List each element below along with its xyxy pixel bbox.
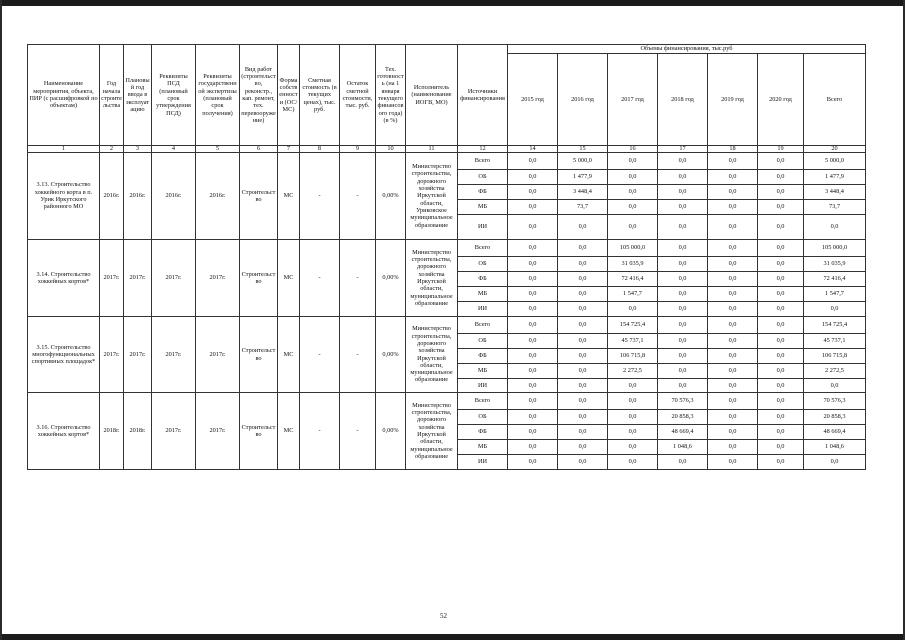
amount-cell: 0,0	[758, 364, 804, 379]
amount-cell: 0,0	[708, 287, 758, 302]
item-ownership: МС	[278, 317, 300, 393]
item-psd: 2017г.	[152, 393, 196, 470]
column-number: 20	[804, 146, 866, 153]
amount-cell: 0,0	[508, 287, 558, 302]
header-volumes: Объемы финансирования, тыс.руб	[508, 45, 866, 54]
table-body	[28, 153, 866, 470]
item-work-type: Строительство	[240, 153, 278, 240]
amount-cell: 0,0	[758, 317, 804, 334]
funding-source: ИИ	[458, 379, 508, 393]
amount-cell: 0,0	[608, 379, 658, 393]
amount-cell: 0,0	[608, 410, 658, 425]
amount-cell: 0,0	[558, 455, 608, 470]
amount-cell: 1 547,7	[804, 287, 866, 302]
amount-cell: 0,0	[508, 364, 558, 379]
amount-cell: 0,0	[508, 240, 558, 257]
funding-source: ФБ	[458, 272, 508, 287]
funding-source: ФБ	[458, 425, 508, 440]
header-ownership: Форма собственности (ОС/МС)	[278, 45, 300, 146]
item-commission-year: 2017г.	[124, 240, 152, 317]
amount-cell: 0,0	[658, 257, 708, 272]
item-readiness: 0,00%	[376, 153, 406, 240]
item-psd: 2017г.	[152, 317, 196, 393]
item-remainder: -	[340, 317, 376, 393]
amount-cell: 0,0	[558, 379, 608, 393]
column-number: 5	[196, 146, 240, 153]
amount-cell: 72 416,4	[804, 272, 866, 287]
amount-cell: 0,0	[804, 455, 866, 470]
amount-cell: 0,0	[608, 455, 658, 470]
amount-cell: 0,0	[758, 425, 804, 440]
amount-cell: 0,0	[708, 410, 758, 425]
amount-cell: 0,0	[608, 153, 658, 170]
amount-cell: 0,0	[508, 200, 558, 215]
amount-cell: 20 858,3	[658, 410, 708, 425]
funding-source: Всего	[458, 153, 508, 170]
item-expertise: 2017г.	[196, 240, 240, 317]
header-year: 2019 год	[708, 54, 758, 146]
funding-source: МБ	[458, 287, 508, 302]
item-executor: Министерство строительства, дорожного хозяйства Иркутской области, муниципальное образование	[406, 240, 458, 317]
item-name: 3.14. Строительство хоккейных кортов*	[28, 240, 100, 317]
amount-cell: 0,0	[658, 287, 708, 302]
column-number: 6	[240, 146, 278, 153]
amount-cell: 2 272,5	[608, 364, 658, 379]
amount-cell: 0,0	[508, 170, 558, 185]
amount-cell: 0,0	[708, 257, 758, 272]
header-year: Всего	[804, 54, 866, 146]
amount-cell: 48 669,4	[658, 425, 708, 440]
amount-cell: 0,0	[508, 379, 558, 393]
amount-cell: 0,0	[758, 170, 804, 185]
column-number: 19	[758, 146, 804, 153]
amount-cell: 3 448,4	[558, 185, 608, 200]
column-number: 12	[458, 146, 508, 153]
amount-cell: 0,0	[558, 215, 608, 240]
amount-cell: 0,0	[758, 287, 804, 302]
amount-cell: 1 477,9	[558, 170, 608, 185]
column-number: 9	[340, 146, 376, 153]
column-number-row	[28, 146, 866, 153]
amount-cell: 48 669,4	[804, 425, 866, 440]
item-ownership: МС	[278, 393, 300, 470]
header-commission-year: Плановый год ввода в эксплуатацию	[124, 45, 152, 146]
header-year: 2016 год	[558, 54, 608, 146]
column-number: 16	[608, 146, 658, 153]
item-work-type: Строительство	[240, 240, 278, 317]
funding-source: ОБ	[458, 410, 508, 425]
funding-source: Всего	[458, 317, 508, 334]
header-row-1	[28, 45, 866, 54]
amount-cell: 0,0	[708, 302, 758, 317]
amount-cell: 0,0	[508, 272, 558, 287]
amount-cell: 0,0	[558, 257, 608, 272]
funding-source: ФБ	[458, 185, 508, 200]
amount-cell: 0,0	[804, 302, 866, 317]
column-number: 18	[708, 146, 758, 153]
header-remainder: Остаток сметной стоимости, тыс. руб.	[340, 45, 376, 146]
amount-cell: 0,0	[658, 170, 708, 185]
funding-source: ОБ	[458, 170, 508, 185]
item-commission-year: 2017г.	[124, 317, 152, 393]
amount-cell: 2 272,5	[804, 364, 866, 379]
amount-cell: 0,0	[758, 185, 804, 200]
amount-cell: 0,0	[608, 302, 658, 317]
amount-cell: 106 715,8	[608, 349, 658, 364]
amount-cell: 0,0	[758, 272, 804, 287]
funding-source: ИИ	[458, 455, 508, 470]
amount-cell: 45 737,1	[608, 334, 658, 349]
column-number: 17	[658, 146, 708, 153]
amount-cell: 0,0	[558, 410, 608, 425]
amount-cell: 0,0	[708, 425, 758, 440]
amount-cell: 0,0	[608, 393, 658, 410]
column-number: 1	[28, 146, 100, 153]
amount-cell: 0,0	[758, 455, 804, 470]
item-work-type: Строительство	[240, 317, 278, 393]
amount-cell: 0,0	[558, 272, 608, 287]
scan-edge-bottom	[0, 634, 905, 640]
page-number: 52	[440, 612, 447, 620]
header-psd: Реквизиты ПСД (плановый срок утверждения ПСД)	[152, 45, 196, 146]
item-executor: Министерство строительства, дорожного хозяйства Иркутской области, муниципальное образование	[406, 393, 458, 470]
header-estimated-cost: Сметная стоимость (в текущих ценах), тыс. руб.	[300, 45, 340, 146]
header-year: 2017 год	[608, 54, 658, 146]
amount-cell: 0,0	[658, 272, 708, 287]
header-year: 2020 год	[758, 54, 804, 146]
item-readiness: 0,00%	[376, 317, 406, 393]
funding-source: ОБ	[458, 334, 508, 349]
amount-cell: 0,0	[508, 440, 558, 455]
amount-cell: 0,0	[658, 455, 708, 470]
amount-cell: 0,0	[804, 379, 866, 393]
amount-cell: 0,0	[558, 317, 608, 334]
amount-cell: 0,0	[708, 317, 758, 334]
item-name: 3.15. Строительство многофункциональных спортивных площадок*	[28, 317, 100, 393]
amount-cell: 0,0	[608, 200, 658, 215]
table-row	[28, 393, 866, 410]
funding-source: Всего	[458, 393, 508, 410]
funding-source: ОБ	[458, 257, 508, 272]
amount-cell: 31 035,9	[608, 257, 658, 272]
amount-cell: 20 858,3	[804, 410, 866, 425]
amount-cell: 0,0	[508, 393, 558, 410]
amount-cell: 0,0	[708, 379, 758, 393]
item-ownership: МС	[278, 240, 300, 317]
item-psd: 2016г.	[152, 153, 196, 240]
amount-cell: 0,0	[508, 334, 558, 349]
amount-cell: 45 737,1	[804, 334, 866, 349]
funding-source: МБ	[458, 364, 508, 379]
amount-cell: 0,0	[658, 153, 708, 170]
item-commission-year: 2018г.	[124, 393, 152, 470]
amount-cell: 0,0	[508, 215, 558, 240]
funding-source: МБ	[458, 440, 508, 455]
amount-cell: 0,0	[508, 317, 558, 334]
amount-cell: 0,0	[608, 185, 658, 200]
amount-cell: 31 035,9	[804, 257, 866, 272]
amount-cell: 5 000,0	[804, 153, 866, 170]
amount-cell: 105 000,0	[608, 240, 658, 257]
funding-source: ИИ	[458, 215, 508, 240]
amount-cell: 0,0	[558, 349, 608, 364]
amount-cell: 0,0	[758, 257, 804, 272]
amount-cell: 0,0	[708, 272, 758, 287]
amount-cell: 0,0	[508, 455, 558, 470]
item-work-type: Строительство	[240, 393, 278, 470]
amount-cell: 0,0	[658, 379, 708, 393]
amount-cell: 0,0	[758, 334, 804, 349]
item-name: 3.13. Строительство хоккейного корта в п. Урик Иркутского районного МО	[28, 153, 100, 240]
header-work-type: Вид работ (строительство, реконстр., кап. ремонт, тех. перевооружение)	[240, 45, 278, 146]
amount-cell: 0,0	[658, 200, 708, 215]
amount-cell: 0,0	[758, 393, 804, 410]
amount-cell: 70 576,3	[658, 393, 708, 410]
amount-cell: 0,0	[758, 440, 804, 455]
amount-cell: 0,0	[708, 240, 758, 257]
amount-cell: 73,7	[558, 200, 608, 215]
column-number: 4	[152, 146, 196, 153]
amount-cell: 0,0	[758, 240, 804, 257]
amount-cell: 0,0	[708, 455, 758, 470]
header-sources: Источники финансирования	[458, 45, 508, 146]
header-year: 2015 год	[508, 54, 558, 146]
amount-cell: 105 000,0	[804, 240, 866, 257]
item-cost: -	[300, 317, 340, 393]
table-row	[28, 153, 866, 170]
amount-cell: 0,0	[508, 425, 558, 440]
scan-edge-left	[0, 0, 2, 640]
table-row	[28, 317, 866, 334]
amount-cell: 154 725,4	[804, 317, 866, 334]
amount-cell: 0,0	[558, 302, 608, 317]
item-ownership: МС	[278, 153, 300, 240]
amount-cell: 0,0	[558, 287, 608, 302]
amount-cell: 0,0	[758, 410, 804, 425]
amount-cell: 0,0	[758, 200, 804, 215]
amount-cell: 0,0	[708, 440, 758, 455]
amount-cell: 0,0	[508, 185, 558, 200]
amount-cell: 0,0	[708, 349, 758, 364]
item-commission-year: 2016г.	[124, 153, 152, 240]
amount-cell: 0,0	[708, 215, 758, 240]
amount-cell: 0,0	[558, 240, 608, 257]
amount-cell: 1 048,6	[804, 440, 866, 455]
header-expertise: Реквизиты государственной экспертизы (плановый срок получения)	[196, 45, 240, 146]
amount-cell: 0,0	[608, 215, 658, 240]
item-start-year: 2017г.	[100, 240, 124, 317]
header-executor: Исполнитель (наименование ИОГВ, МО)	[406, 45, 458, 146]
amount-cell: 0,0	[558, 334, 608, 349]
table-row	[28, 240, 866, 257]
amount-cell: 0,0	[758, 302, 804, 317]
funding-source: ИИ	[458, 302, 508, 317]
item-start-year: 2017г.	[100, 317, 124, 393]
item-expertise: 2016г.	[196, 153, 240, 240]
amount-cell: 72 416,4	[608, 272, 658, 287]
amount-cell: 0,0	[508, 257, 558, 272]
financing-table	[27, 44, 866, 470]
amount-cell: 0,0	[758, 153, 804, 170]
item-readiness: 0,00%	[376, 240, 406, 317]
amount-cell: 0,0	[658, 364, 708, 379]
amount-cell: 0,0	[708, 364, 758, 379]
amount-cell: 0,0	[758, 349, 804, 364]
amount-cell: 0,0	[508, 349, 558, 364]
amount-cell: 73,7	[804, 200, 866, 215]
amount-cell: 0,0	[658, 240, 708, 257]
item-executor: Министерство строительства, дорожного хозяйства Иркутской области, муниципальное образование	[406, 317, 458, 393]
amount-cell: 0,0	[708, 170, 758, 185]
amount-cell: 0,0	[508, 302, 558, 317]
column-number: 11	[406, 146, 458, 153]
funding-source: МБ	[458, 200, 508, 215]
header-name: Наименование мероприятия, объекта, ПИР (с расшифровкой по объектам)	[28, 45, 100, 146]
column-number: 3	[124, 146, 152, 153]
item-remainder: -	[340, 393, 376, 470]
amount-cell: 1 477,9	[804, 170, 866, 185]
amount-cell: 0,0	[608, 440, 658, 455]
header-readiness: Тех. готовность (на 1 января текущего финансового года) (в %)	[376, 45, 406, 146]
amount-cell: 1 547,7	[608, 287, 658, 302]
amount-cell: 0,0	[804, 215, 866, 240]
column-number: 7	[278, 146, 300, 153]
item-remainder: -	[340, 153, 376, 240]
scan-edge-top	[0, 0, 905, 6]
amount-cell: 0,0	[658, 185, 708, 200]
header-year: 2018 год	[658, 54, 708, 146]
amount-cell: 70 576,3	[804, 393, 866, 410]
item-name: 3.16. Строительство хоккейных кортов*	[28, 393, 100, 470]
column-number: 14	[508, 146, 558, 153]
amount-cell: 0,0	[608, 425, 658, 440]
item-psd: 2017г.	[152, 240, 196, 317]
amount-cell: 0,0	[658, 317, 708, 334]
amount-cell: 1 048,6	[658, 440, 708, 455]
amount-cell: 0,0	[708, 393, 758, 410]
amount-cell: 3 448,4	[804, 185, 866, 200]
item-executor: Министерство строительства, дорожного хозяйства Иркутской области, Уриковское муниципальное образование	[406, 153, 458, 240]
funding-source: Всего	[458, 240, 508, 257]
item-start-year: 2018г.	[100, 393, 124, 470]
header-start-year: Год начала строительства	[100, 45, 124, 146]
item-cost: -	[300, 153, 340, 240]
item-start-year: 2016г.	[100, 153, 124, 240]
amount-cell: 0,0	[758, 215, 804, 240]
item-remainder: -	[340, 240, 376, 317]
amount-cell: 154 725,4	[608, 317, 658, 334]
item-expertise: 2017г.	[196, 317, 240, 393]
amount-cell: 0,0	[708, 185, 758, 200]
amount-cell: 0,0	[608, 170, 658, 185]
amount-cell: 106 715,8	[804, 349, 866, 364]
funding-source: ФБ	[458, 349, 508, 364]
amount-cell: 0,0	[508, 153, 558, 170]
amount-cell: 0,0	[658, 349, 708, 364]
column-number: 8	[300, 146, 340, 153]
item-expertise: 2017г.	[196, 393, 240, 470]
column-number: 2	[100, 146, 124, 153]
column-number: 10	[376, 146, 406, 153]
amount-cell: 0,0	[558, 364, 608, 379]
amount-cell: 0,0	[708, 153, 758, 170]
amount-cell: 0,0	[658, 302, 708, 317]
amount-cell: 0,0	[508, 410, 558, 425]
column-number: 15	[558, 146, 608, 153]
amount-cell: 0,0	[758, 379, 804, 393]
amount-cell: 0,0	[708, 200, 758, 215]
item-readiness: 0,00%	[376, 393, 406, 470]
item-cost: -	[300, 240, 340, 317]
amount-cell: 0,0	[708, 334, 758, 349]
amount-cell: 0,0	[658, 215, 708, 240]
amount-cell: 5 000,0	[558, 153, 608, 170]
amount-cell: 0,0	[558, 393, 608, 410]
amount-cell: 0,0	[558, 440, 608, 455]
amount-cell: 0,0	[558, 425, 608, 440]
amount-cell: 0,0	[658, 334, 708, 349]
item-cost: -	[300, 393, 340, 470]
